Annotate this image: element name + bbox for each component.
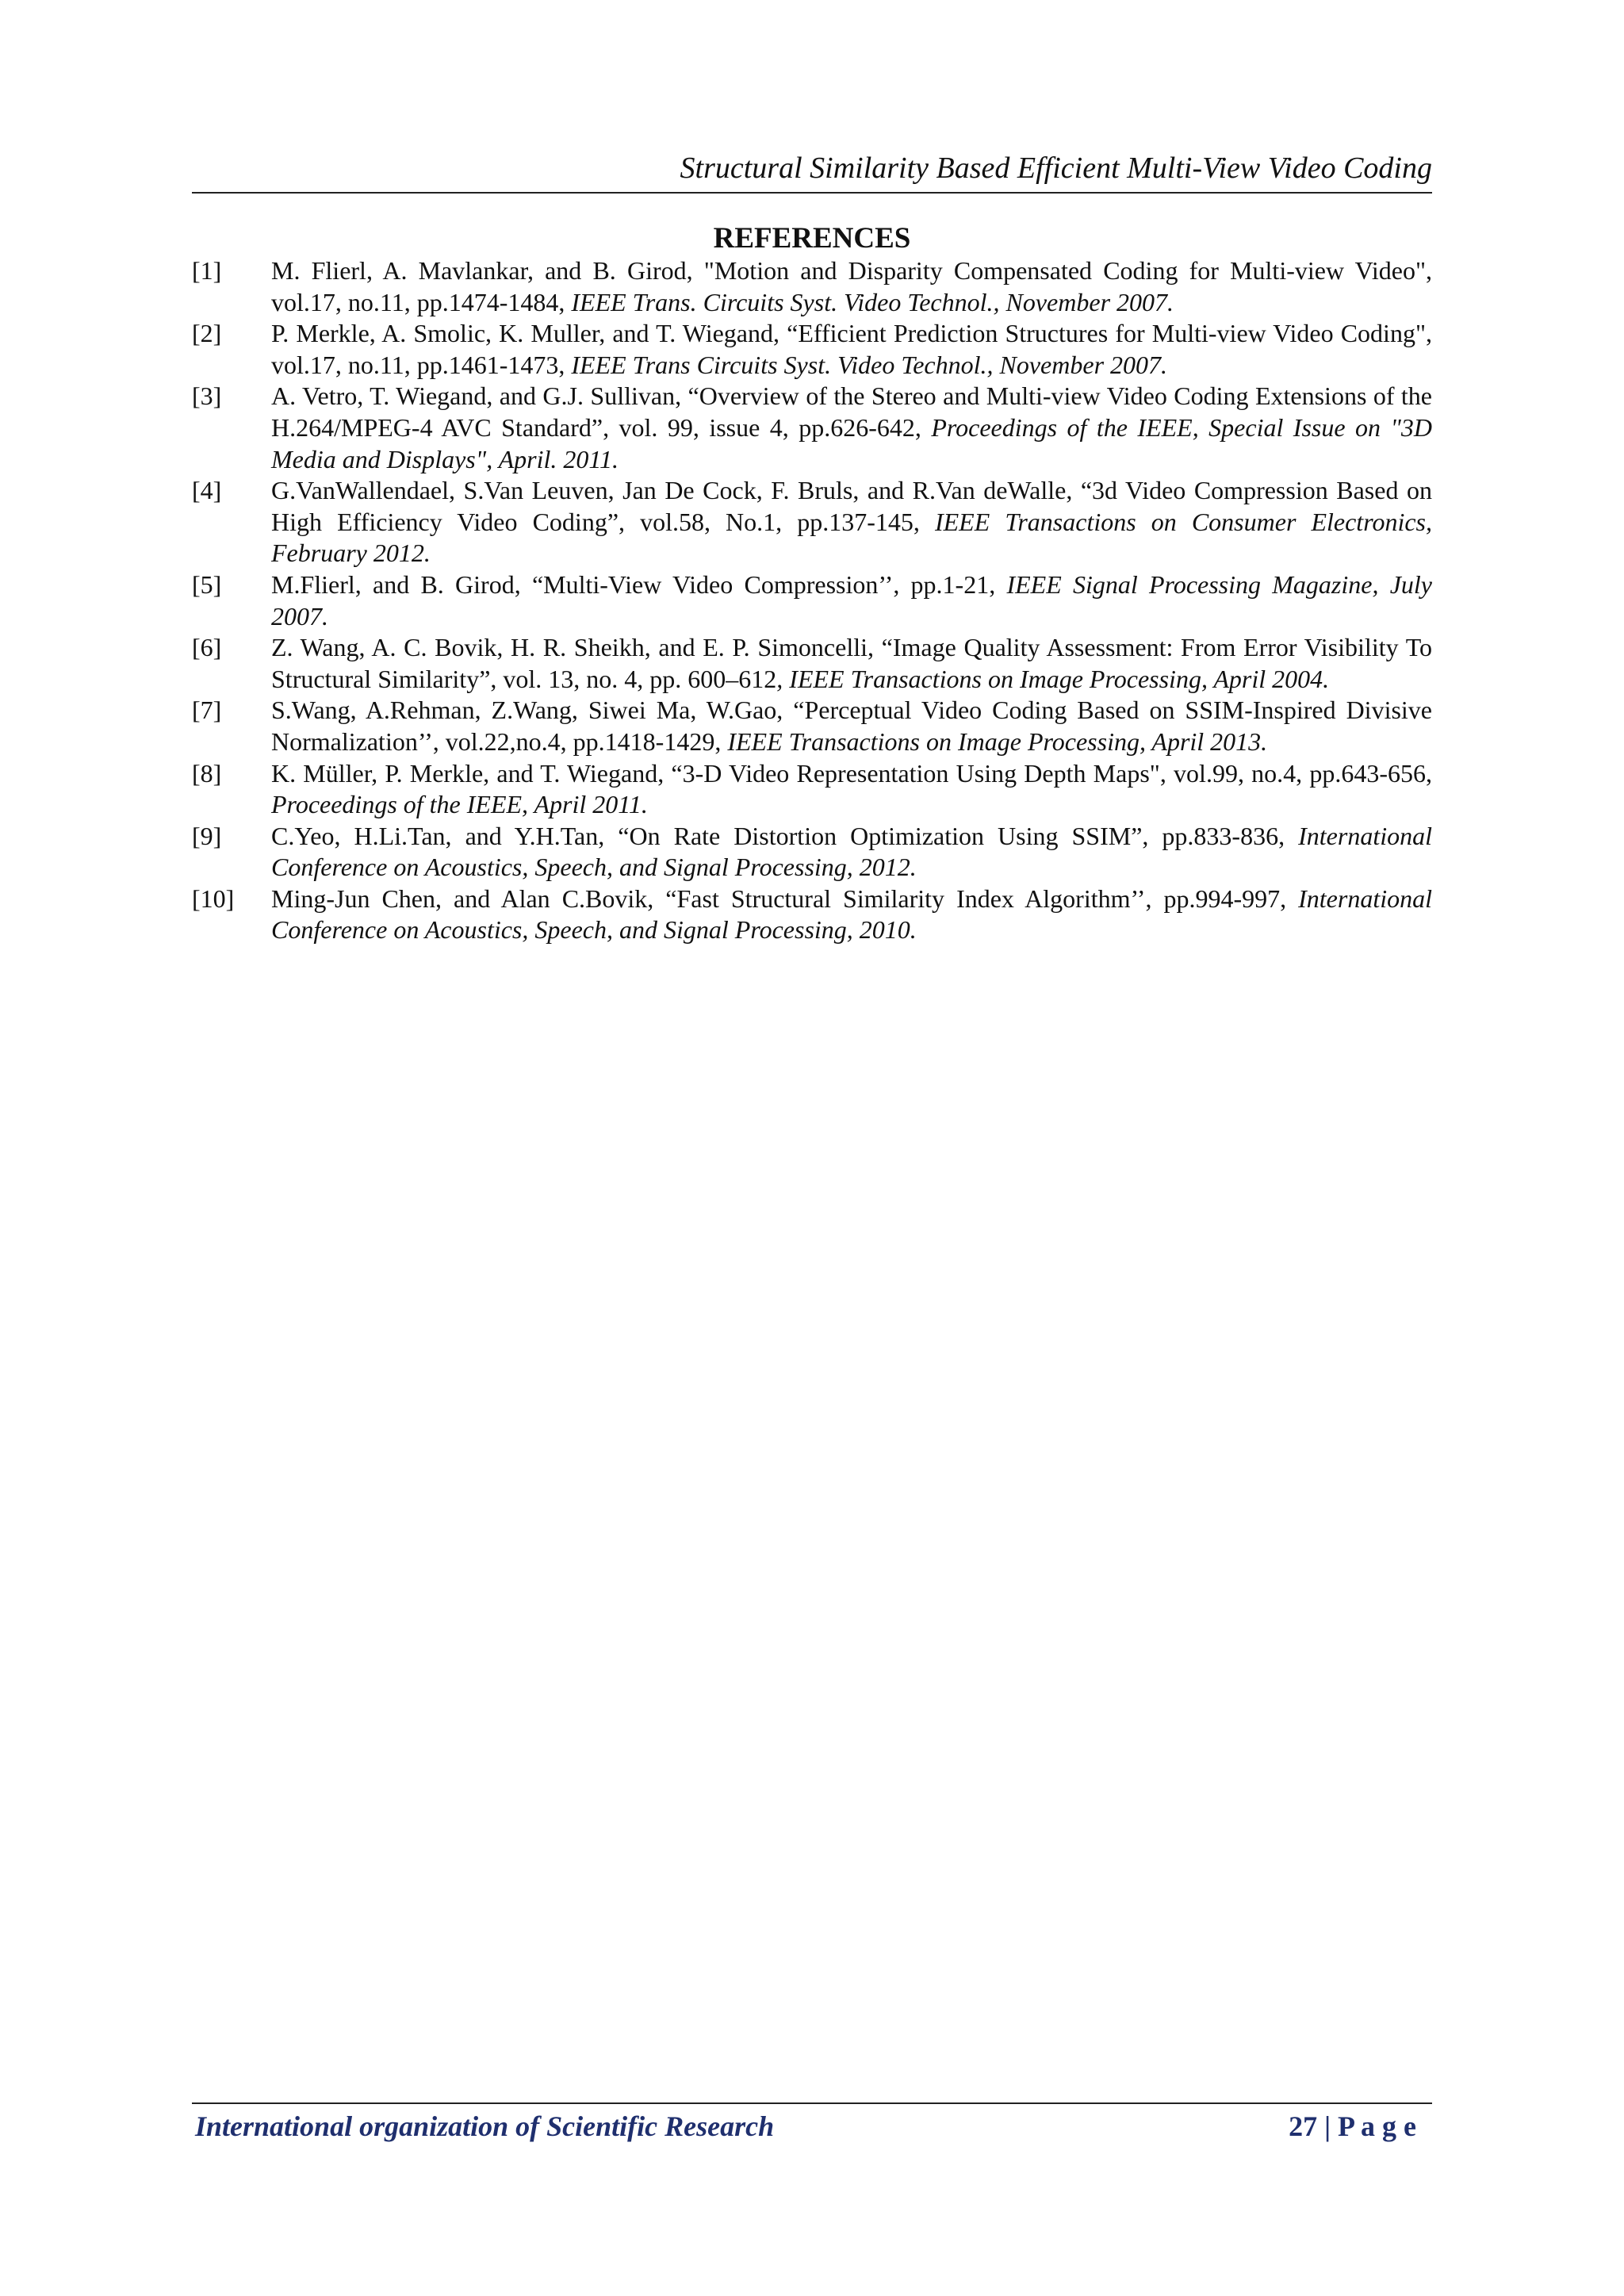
references-heading: REFERENCES xyxy=(713,222,911,255)
reference-source: IEEE Trans. Circuits Syst. Video Technol., November 2007. xyxy=(571,287,1174,316)
page-number: 27 | P a g e xyxy=(1289,2110,1416,2142)
reference-number: [3] xyxy=(192,381,222,411)
reference-text xyxy=(271,381,1432,475)
reference-number: [9] xyxy=(192,821,222,850)
reference-body: Ming-Jun Chen, and Alan C.Bovik, “Fast Structural Similarity Index Algorithm’’, pp.994-997, xyxy=(271,884,1299,913)
reference-item-9 xyxy=(192,821,1432,884)
reference-number: [8] xyxy=(192,758,222,788)
reference-text xyxy=(271,255,1432,318)
reference-body: A. Vetro, T. Wiegand, and G.J. Sullivan, “Overview of the Stereo and Multi-view Video Coding Extensions of the H.264/MPEG-4 AVC Standard”, vol. 99, issue 4, pp.626-642, xyxy=(271,381,1432,442)
reference-item-5 xyxy=(192,569,1432,632)
reference-item-6 xyxy=(192,632,1432,695)
reference-number: [7] xyxy=(192,696,222,725)
reference-item-10 xyxy=(192,884,1432,946)
reference-text xyxy=(271,475,1432,569)
reference-body: M. Flierl, A. Mavlankar, and B. Girod, "Motion and Disparity Compensated Coding for Multi-view Video", vol.17, no.11, pp.1474-1484, xyxy=(271,256,1432,316)
reference-text xyxy=(271,758,1432,821)
reference-number: [6] xyxy=(192,633,222,662)
reference-source: International Conference on Acoustics, Speech, and Signal Processing, 2010. xyxy=(271,884,1432,945)
reference-text xyxy=(271,632,1432,695)
reference-source: Proceedings of the IEEE, April 2011. xyxy=(271,790,648,819)
reference-item-7 xyxy=(192,695,1432,757)
reference-body: G.VanWallendael, S.Van Leuven, Jan De Cock, F. Bruls, and R.Van deWalle, “3d Video Compression Based on High Efficiency Video Coding”, vol.58, No.1, pp.137-145, xyxy=(271,476,1432,536)
reference-item-8 xyxy=(192,758,1432,821)
reference-number: [2] xyxy=(192,319,222,348)
reference-source: IEEE Trans Circuits Syst. Video Technol., November 2007. xyxy=(571,350,1168,379)
reference-body: K. Müller, P. Merkle, and T. Wiegand, “3-D Video Representation Using Depth Maps", vol.99, no.4, pp.643-656, xyxy=(271,758,1432,788)
reference-text xyxy=(271,884,1432,946)
reference-source: IEEE Signal Processing Magazine, July 2007. xyxy=(271,569,1432,631)
reference-source: Proceedings of the IEEE, Special Issue on "3D Media and Displays", April. 2011. xyxy=(271,412,1433,473)
header-divider xyxy=(192,192,1432,194)
reference-number: [10] xyxy=(192,884,235,913)
reference-list xyxy=(192,255,1432,946)
reference-source: , IEEE Transactions on Image Processing, April 2004. xyxy=(776,664,1330,693)
reference-text xyxy=(271,318,1432,381)
reference-text xyxy=(271,695,1432,757)
reference-item-4 xyxy=(192,475,1432,569)
reference-source: IEEE Transactions on Image Processing, April 2013. xyxy=(727,726,1268,756)
footer-divider xyxy=(192,2102,1432,2104)
reference-item-1 xyxy=(192,255,1432,318)
reference-text xyxy=(271,569,1432,632)
reference-body: M.Flierl, and B. Girod, “Multi-View Video Compression’’, pp.1-21, xyxy=(271,569,1007,599)
reference-source: IEEE Transactions on Consumer Electronics, February 2012. xyxy=(271,507,1433,568)
reference-number: [1] xyxy=(192,256,222,285)
reference-item-3 xyxy=(192,381,1432,475)
running-header-title: Structural Similarity Based Efficient Multi-View Video Coding xyxy=(680,151,1432,185)
reference-body: C.Yeo, H.Li.Tan, and Y.H.Tan, “On Rate Distortion Optimization Using SSIM”, pp.833-836, xyxy=(271,821,1299,850)
reference-text xyxy=(271,821,1432,884)
reference-number: [4] xyxy=(192,476,222,505)
reference-body: Z. Wang, A. C. Bovik, H. R. Sheikh, and E. P. Simoncelli, “Image Quality Assessment: From Error Visibility To Structural Similarity”, vol. 13, no. 4, pp. 600–612 xyxy=(271,633,1432,693)
reference-body: P. Merkle, A. Smolic, K. Muller, and T. Wiegand, “Efficient Prediction Structures for Multi-view Video Coding", vol.17, no.11, pp.1461-1473, xyxy=(271,319,1432,379)
reference-source: International Conference on Acoustics, Speech, and Signal Processing, 2012. xyxy=(271,821,1432,882)
reference-number: [5] xyxy=(192,569,222,599)
footer-journal-name: International organization of Scientific Research xyxy=(195,2110,775,2142)
reference-item-2 xyxy=(192,318,1432,381)
reference-body: S.Wang, A.Rehman, Z.Wang, Siwei Ma, W.Gao, “Perceptual Video Coding Based on SSIM-Inspired Divisive Normalization’’, vol.22,no.4, pp.1418-1429, xyxy=(271,696,1432,756)
